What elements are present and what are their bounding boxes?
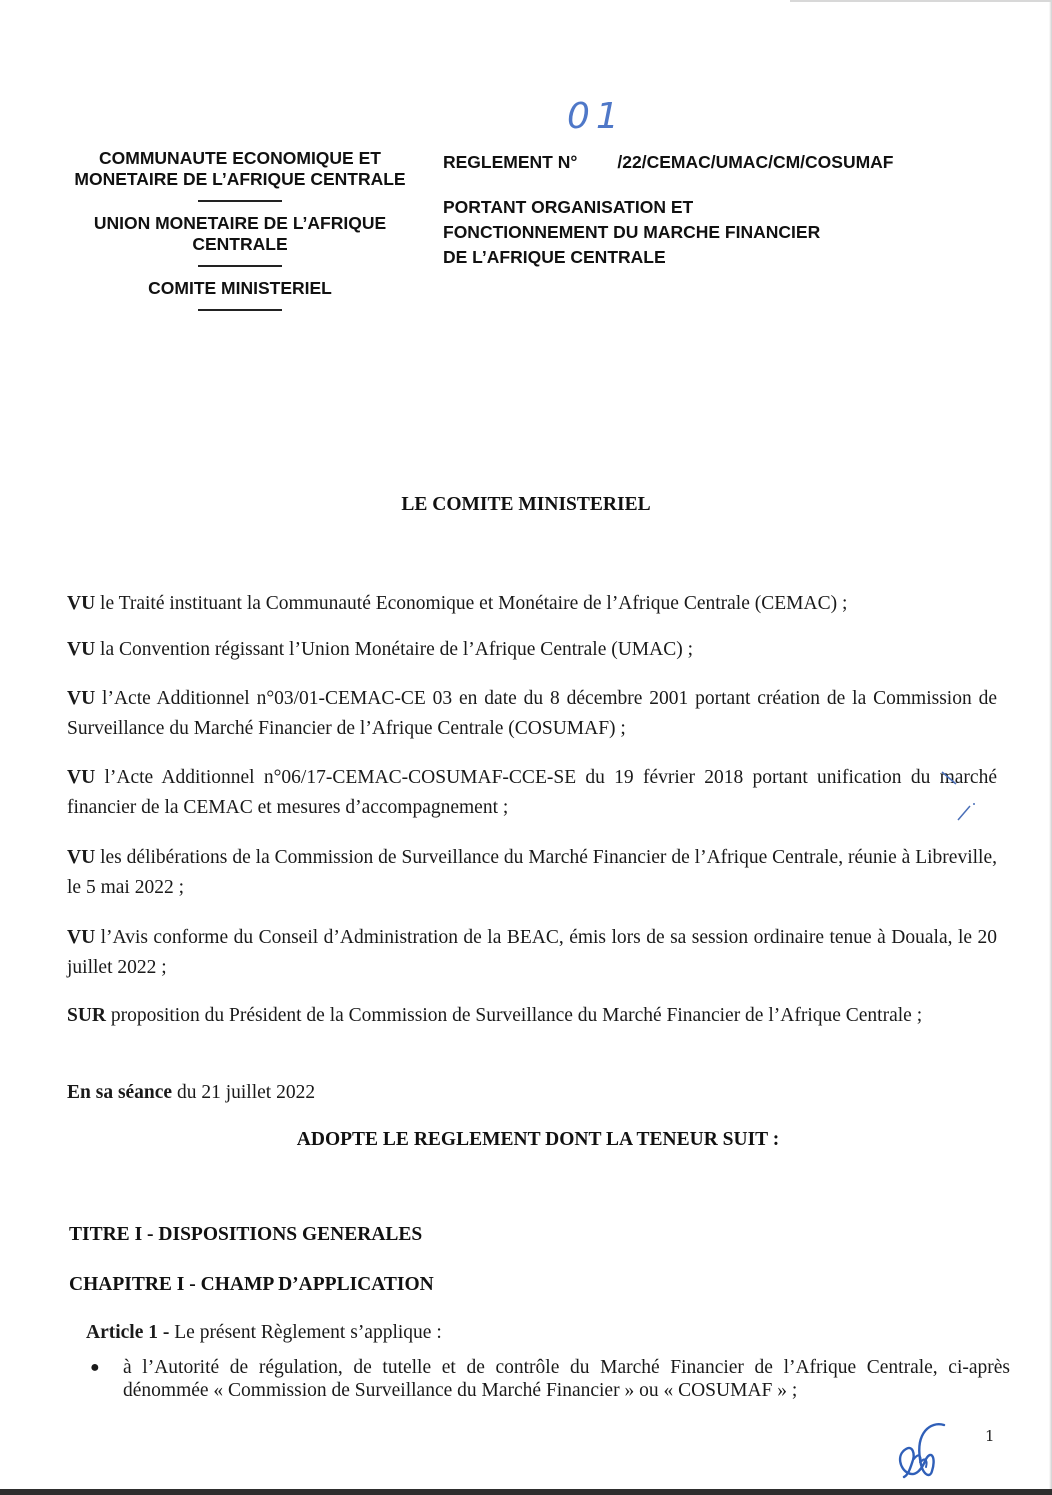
session-date (67, 1078, 997, 1108)
bullet-dot-icon: ● (90, 1359, 100, 1376)
consideration (67, 843, 997, 903)
consideration (67, 923, 997, 983)
scan-bottom-edge (0, 1489, 1052, 1495)
issuing-authority-block (52, 148, 428, 322)
consideration-text: l’Acte Additionnel n°06/17-CEMAC-COSUMAF-CCE-SE du 19 février 2018 portant unification du marché financier de la CEMAC et mesures d’accompagnement ; (67, 767, 997, 818)
adoption-heading: ADOPTE LE REGLEMENT DONT LA TENEUR SUIT : (296, 1129, 780, 1150)
consideration-text: l’Avis conforme du Conseil d’Administration de la BEAC, émis lors de sa session ordinaire tenue à Douala, le 20 juillet 2022 ; (67, 927, 997, 978)
regulation-suffix: /22/CEMAC/UMAC/CM/COSUMAF (617, 152, 894, 172)
chapitre-heading: CHAPITRE I - CHAMP D’APPLICATION (69, 1274, 434, 1295)
consideration-lead: VU (67, 593, 96, 614)
separator-rule (198, 200, 282, 202)
consideration (67, 635, 997, 665)
consideration-lead: VU (67, 639, 96, 660)
regulation-prefix: REGLEMENT N° (443, 152, 578, 172)
subject-line2: FONCTIONNEMENT DU MARCHE FINANCIER (443, 222, 821, 242)
community-name (52, 148, 428, 190)
consideration (67, 1001, 997, 1031)
list-item (90, 1356, 1010, 1402)
community-name-line1: COMMUNAUTE ECONOMIQUE ET (99, 148, 381, 168)
consideration-text: la Convention régissant l’Union Monétaire de l’Afrique Centrale (UMAC) ; (95, 639, 694, 660)
union-name (52, 213, 428, 255)
list-item-text: à l’Autorité de régulation, de tutelle et de contrôle du Marché Financier de l’Afrique Centrale, ci-après dénommée « Commission de Surveillance du Marché Financier » ou « COSUMAF » ; (123, 1357, 1010, 1401)
consideration-text: le Traité instituant la Communauté Economique et Monétaire de l’Afrique Centrale (CEMAC) ; (95, 593, 848, 614)
separator-rule (198, 265, 282, 267)
consideration-lead: SUR (67, 1005, 107, 1026)
session-lead: En sa séance (67, 1082, 173, 1103)
committee-name: COMITE MINISTERIEL (148, 278, 332, 298)
document-title: LE COMITE MINISTERIEL (401, 494, 651, 515)
pen-stroke-mark (940, 770, 980, 830)
page-number: 1 (985, 1427, 995, 1445)
consideration-lead: VU (67, 847, 96, 868)
subject-line3: DE L’AFRIQUE CENTRALE (443, 247, 666, 267)
consideration-text: l’Acte Additionnel n°03/01-CEMAC-CE 03 en date du 8 décembre 2001 portant création de la Commission de Surveillance du Marché Financier de l’Afrique Centrale (COSUMAF) ; (67, 688, 997, 739)
regulation-subject (443, 195, 963, 270)
regulation-header (443, 96, 963, 270)
consideration-lead: VU (67, 927, 96, 948)
separator-rule (198, 309, 282, 311)
session-text: du 21 juillet 2022 (172, 1082, 316, 1103)
consideration-text: proposition du Président de la Commission de Surveillance du Marché Financier de l’Afrique Centrale ; (106, 1005, 923, 1026)
handwritten-regulation-number: 01 (567, 96, 625, 137)
titre-heading: TITRE I - DISPOSITIONS GENERALES (69, 1224, 423, 1245)
union-name-line1: UNION MONETAIRE DE L’AFRIQUE (93, 213, 387, 233)
handwritten-initials-signature (886, 1419, 956, 1485)
subject-line1: PORTANT ORGANISATION ET (443, 197, 694, 217)
consideration (67, 763, 997, 823)
union-name-line2: CENTRALE (192, 234, 288, 254)
page-edge-top (790, 0, 1052, 2)
regulation-number-line (443, 96, 963, 175)
consideration-lead: VU (67, 688, 96, 709)
article-text: Le présent Règlement s’applique : (169, 1322, 442, 1343)
community-name-line2: MONETAIRE DE L’AFRIQUE CENTRALE (74, 169, 406, 189)
article-label: Article 1 - (86, 1322, 170, 1343)
consideration (67, 684, 997, 744)
consideration-text: les délibérations de la Commission de Surveillance du Marché Financier de l’Afrique Centrale, réunie à Libreville, le 5 mai 2022 ; (67, 847, 997, 898)
consideration-lead: VU (67, 767, 96, 788)
consideration (67, 589, 997, 619)
article-1 (86, 1322, 442, 1344)
